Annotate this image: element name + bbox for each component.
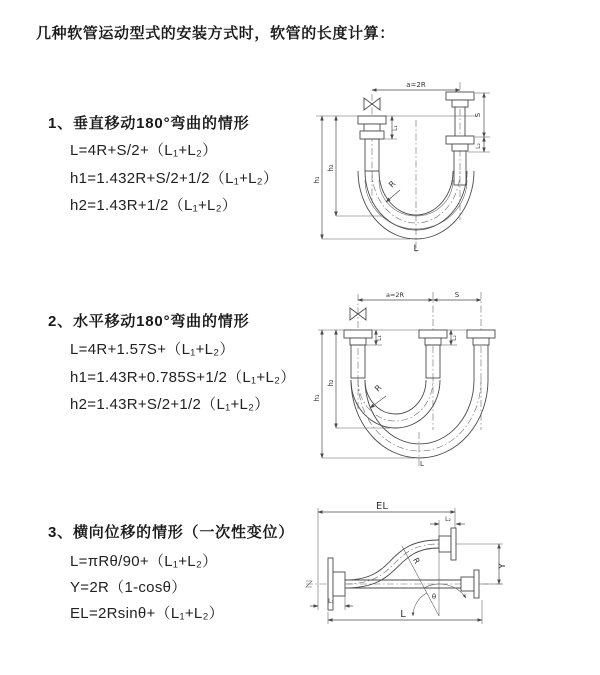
radius-label-r: R (373, 383, 384, 394)
section-3-heading: 3、横向位移的情形（一次性变位） (48, 524, 295, 541)
hose-u-bend-moved (351, 380, 488, 458)
dim-label-h2: h₂ (327, 379, 335, 387)
angle-arc (424, 584, 466, 598)
dim-label-a2r: a=2R (385, 291, 405, 299)
page-title: 几种软管运动型式的安装方式时，软管的长度计算： (36, 25, 395, 42)
dim-label-s: S (454, 291, 460, 299)
section-3-formula-EL: EL=2Rsinθ+（L₁+L₂） (70, 605, 224, 622)
dim-label-l1: L₁ (376, 335, 383, 341)
dim-label-l2: L₂ (445, 516, 451, 523)
section-2-heading: 2、水平移动180°弯曲的情形 (48, 313, 250, 330)
dim-label-l1: L₁ (328, 598, 334, 605)
diagram-lateral-displacement (298, 498, 598, 640)
dim-label-l: L (400, 609, 406, 620)
dim-label-h1: h₁ (313, 394, 321, 402)
section-1-formula-h2: h2=1.43R+1/2（L₁+L₂） (70, 197, 238, 214)
dim-label-h2: h₂ (327, 164, 335, 172)
angle-label-theta: θ (431, 593, 437, 601)
hose-displaced-position (345, 528, 456, 588)
section-3-formula-Y: Y=2R（1-cosθ） (70, 579, 187, 596)
diagram-vertical-180-bend (310, 68, 590, 258)
radius-leader (386, 190, 400, 202)
dim-label-y: Y (498, 563, 508, 569)
section-2-formula-h1: h1=1.43R+0.785S+1/2（L₁+L₂） (70, 369, 296, 386)
section-2-formula-h2: h2=1.43R+S/2+1/2（L₁+L₂） (70, 396, 270, 413)
middle-fitting-original (419, 330, 447, 378)
dim-label-l: L (413, 244, 419, 254)
radius-label-r: R (410, 556, 422, 566)
dim-label-l1: L₁ (392, 125, 399, 131)
dim-label-h1: h₁ (313, 176, 321, 184)
right-flange-original (474, 570, 479, 598)
radius-label-r: R (387, 179, 398, 190)
dim-label-l2: L₂ (475, 143, 482, 149)
right-fitting-moved (467, 330, 495, 380)
dim-label-a2r: a=2R (406, 81, 426, 89)
dim-label-s: S (474, 112, 482, 118)
dim-label-el: EL (376, 501, 388, 512)
section-1-formula-L: L=4R+S/2+（L₁+L₂） (70, 142, 218, 159)
hose-u-bend-original (351, 380, 440, 428)
right-flange-moved (451, 528, 456, 560)
dim-label-l2: L₂ (451, 335, 458, 341)
dim-label-l: L (420, 460, 424, 468)
section-3-formula-L: L=πRθ/90+（L₁+L₂） (70, 553, 218, 570)
diagram-horizontal-180-bend (310, 280, 590, 470)
section-2-formula-L: L=4R+1.57S+（L₁+L₂） (70, 341, 235, 358)
section-1-heading: 1、垂直移动180°弯曲的情形 (48, 115, 250, 132)
radius-line (402, 546, 439, 616)
angle-arc (413, 593, 427, 616)
section-1-formula-h1: h1=1.432R+S/2+1/2（L₁+L₂） (70, 170, 279, 187)
